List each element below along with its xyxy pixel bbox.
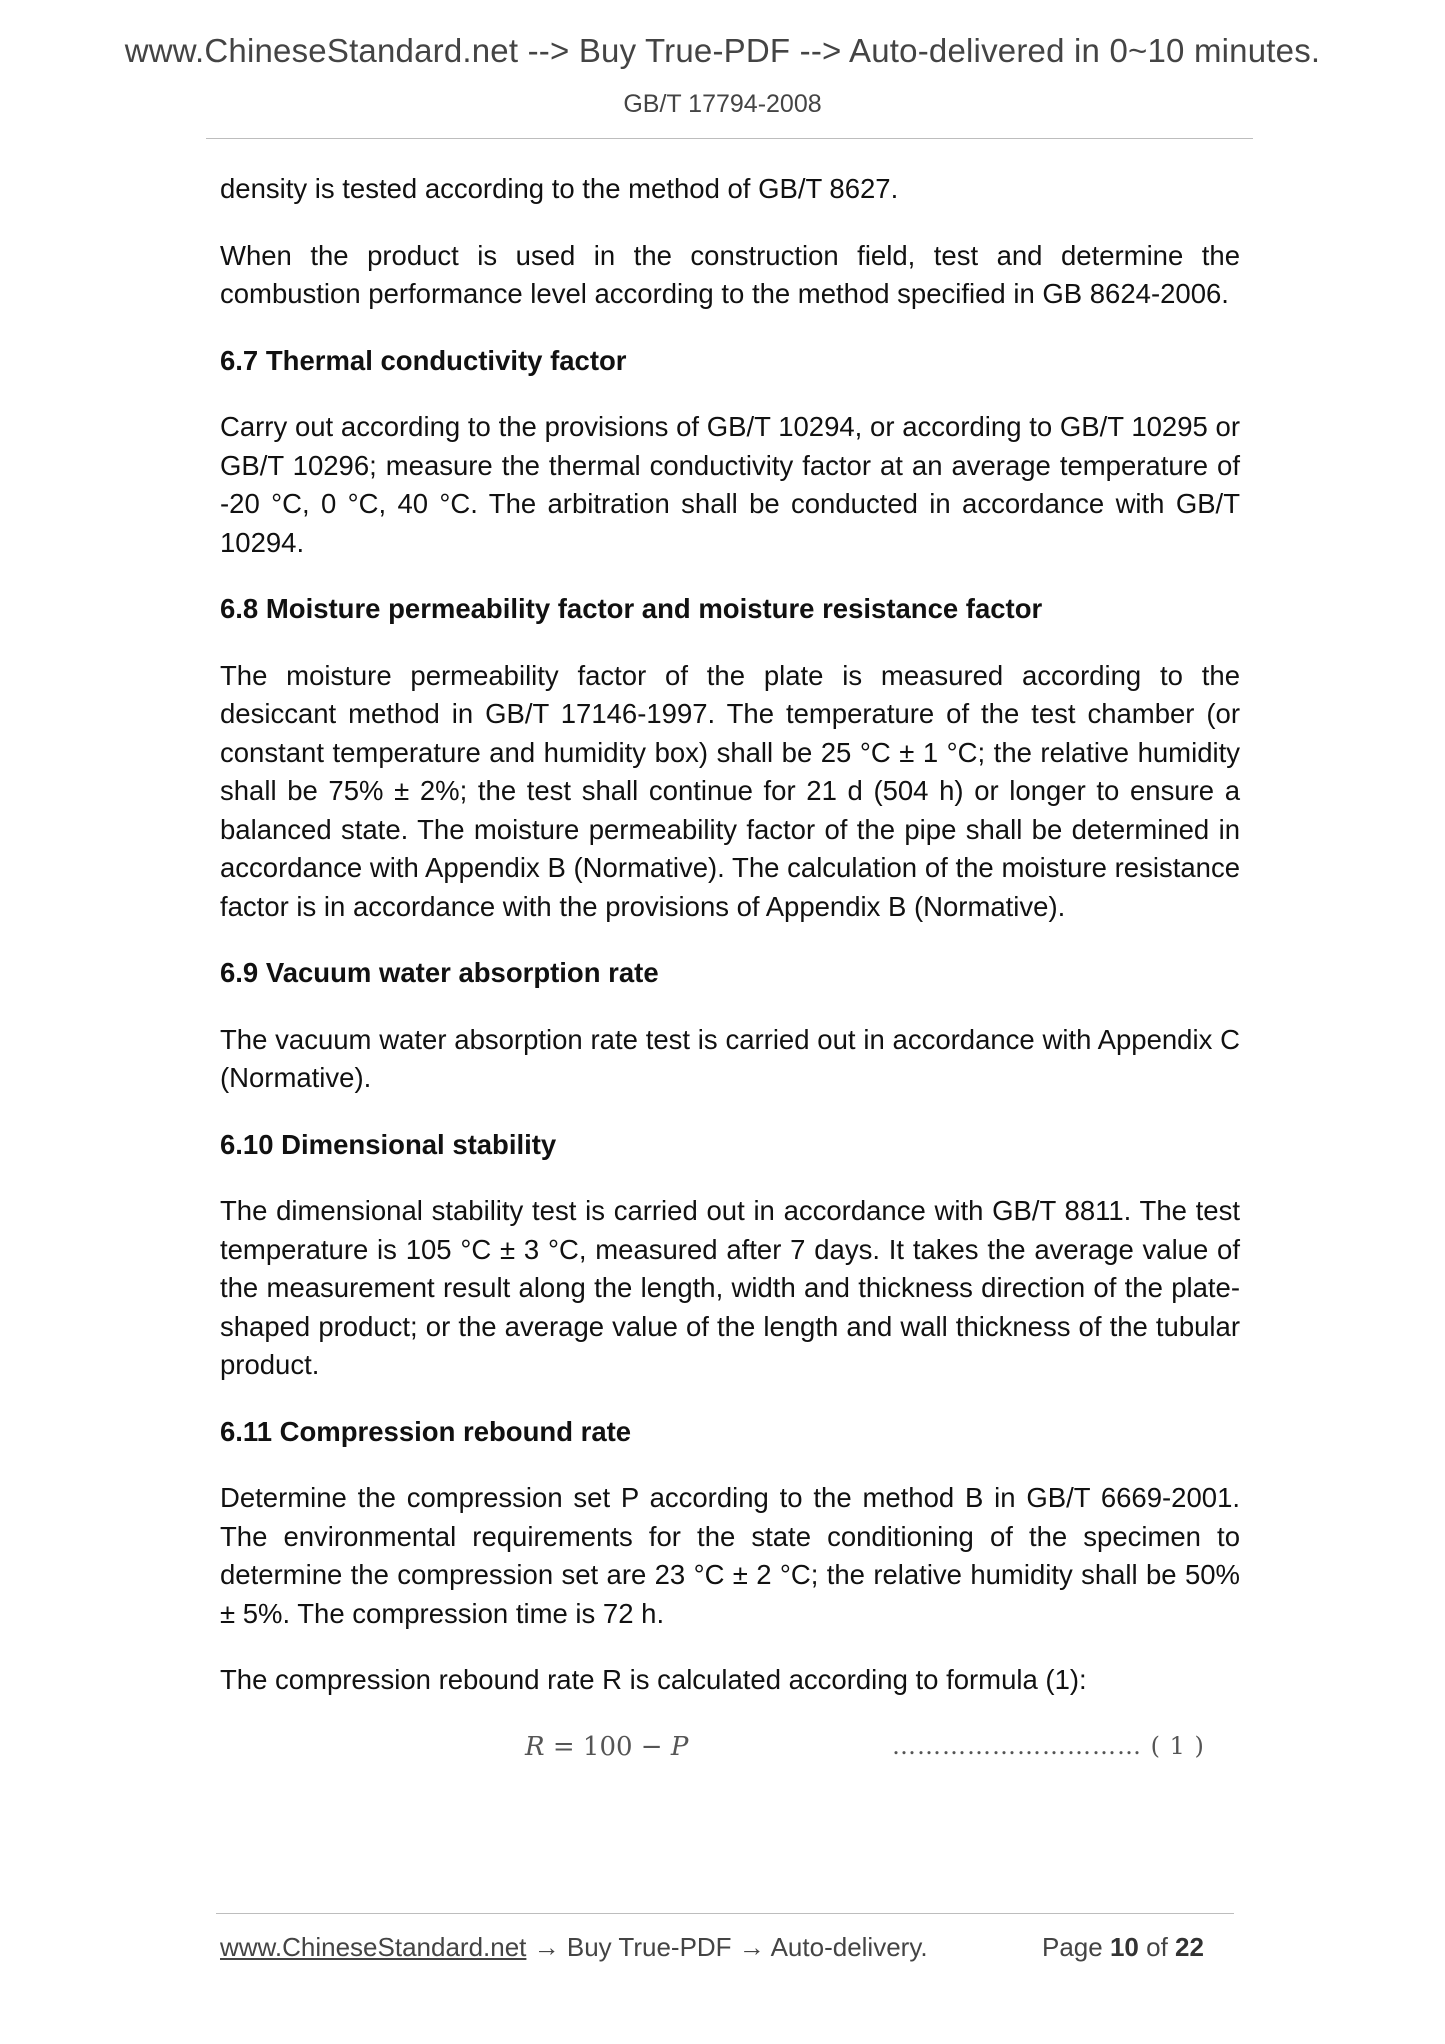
footer-auto-text: Auto-delivery. xyxy=(770,1932,928,1962)
footer-buy-text: Buy True-PDF xyxy=(566,1932,732,1962)
site-banner: www.ChineseStandard.net --> Buy True-PDF --> Auto-delivered in 0~10 minutes. xyxy=(124,32,1321,69)
document-code: GB/T 17794-2008 xyxy=(623,90,822,118)
heading-6-8: 6.8 Moisture permeability factor and moisture resistance factor xyxy=(220,593,1043,624)
formula-minus: − xyxy=(632,1731,671,1762)
page-label: Page xyxy=(1042,1932,1103,1962)
formula-number: ………………………… ( 1 ) xyxy=(892,1731,1205,1760)
of-label: of xyxy=(1146,1932,1168,1962)
paragraph-6-11-b: The compression rebound rate R is calculated according to formula (1): xyxy=(220,1664,1087,1695)
footer-divider xyxy=(216,1913,1234,1914)
heading-6-9: 6.9 Vacuum water absorption rate xyxy=(220,957,659,988)
arrow-icon: → xyxy=(731,1932,771,1962)
formula-constant: 100 xyxy=(582,1731,633,1762)
heading-6-11: 6.11 Compression rebound rate xyxy=(220,1415,632,1447)
header-divider xyxy=(206,138,1253,139)
formula-variable: P xyxy=(670,1731,689,1762)
page-indicator xyxy=(1042,1932,1204,1963)
paragraph-construction: When the product is used in the construction field, test and determine the combustion performance level according to the method specified in GB 8624-2006. xyxy=(220,239,1240,309)
formula-1 xyxy=(220,1728,1240,1772)
page-content xyxy=(220,170,1240,1772)
paragraph-density: density is tested according to the method of GB/T 8627. xyxy=(220,173,899,204)
arrow-icon: → xyxy=(526,1932,567,1962)
formula-equals: = xyxy=(544,1731,583,1762)
heading-6-10: 6.10 Dimensional stability xyxy=(220,1128,557,1160)
paragraph-6-8: The moisture permeability factor of the plate is measured according to the desiccant method in GB/T 17146-1997. The temperature of the test chamber (or constant temperature and humidity box) shall be 25 °C ± 1 °C; the relative humidity shall be 75% ± 2%; the test shall continue for 21 d (504 h) or longer to ensure a balanced state. The moisture permeability factor of the pipe shall be determined in accordance with Appendix B (Normative). The calculation of the moisture resistance factor is in accordance with the provisions of Appendix B (Normative). xyxy=(220,659,1240,922)
paragraph-6-10: The dimensional stability test is carried out in accordance with GB/T 8811. The test temperature is 105 °C ± 3 °C, measured after 7 days. It takes the average value of the measurement result along the length, width and thickness direction of the plate-shaped product; or the average value of the length and wall thickness of the tubular product. xyxy=(220,1195,1240,1380)
paragraph-6-7: Carry out according to the provisions of GB/T 10294, or according to GB/T 10295 or GB/T 10296; measure the thermal conductivity factor at an average temperature of -20 °C, 0 °C, 40 °C. The arbitration shall be conducted in accordance with GB/T 10294. xyxy=(220,411,1240,558)
page-number: 10 xyxy=(1109,1932,1139,1962)
footer-site-link[interactable]: www.ChineseStandard.net xyxy=(220,1932,527,1962)
formula-expression xyxy=(525,1732,688,1762)
paragraph-6-11-a: Determine the compression set P according to the method B in GB/T 6669-2001. The environmental requirements for the state conditioning of the specimen to determine the compression set are 23 °C ± 2 °C; the relative humidity shall be 50% ± 5%. The compression time is 72 h. xyxy=(220,1482,1240,1629)
page-total: 22 xyxy=(1175,1932,1204,1962)
footer-promo xyxy=(220,1932,928,1963)
paragraph-6-9: The vacuum water absorption rate test is carried out in accordance with Appendix C (Normative). xyxy=(220,1023,1240,1093)
heading-6-7: 6.7 Thermal conductivity factor xyxy=(220,344,627,376)
formula-lhs: R xyxy=(525,1731,545,1762)
